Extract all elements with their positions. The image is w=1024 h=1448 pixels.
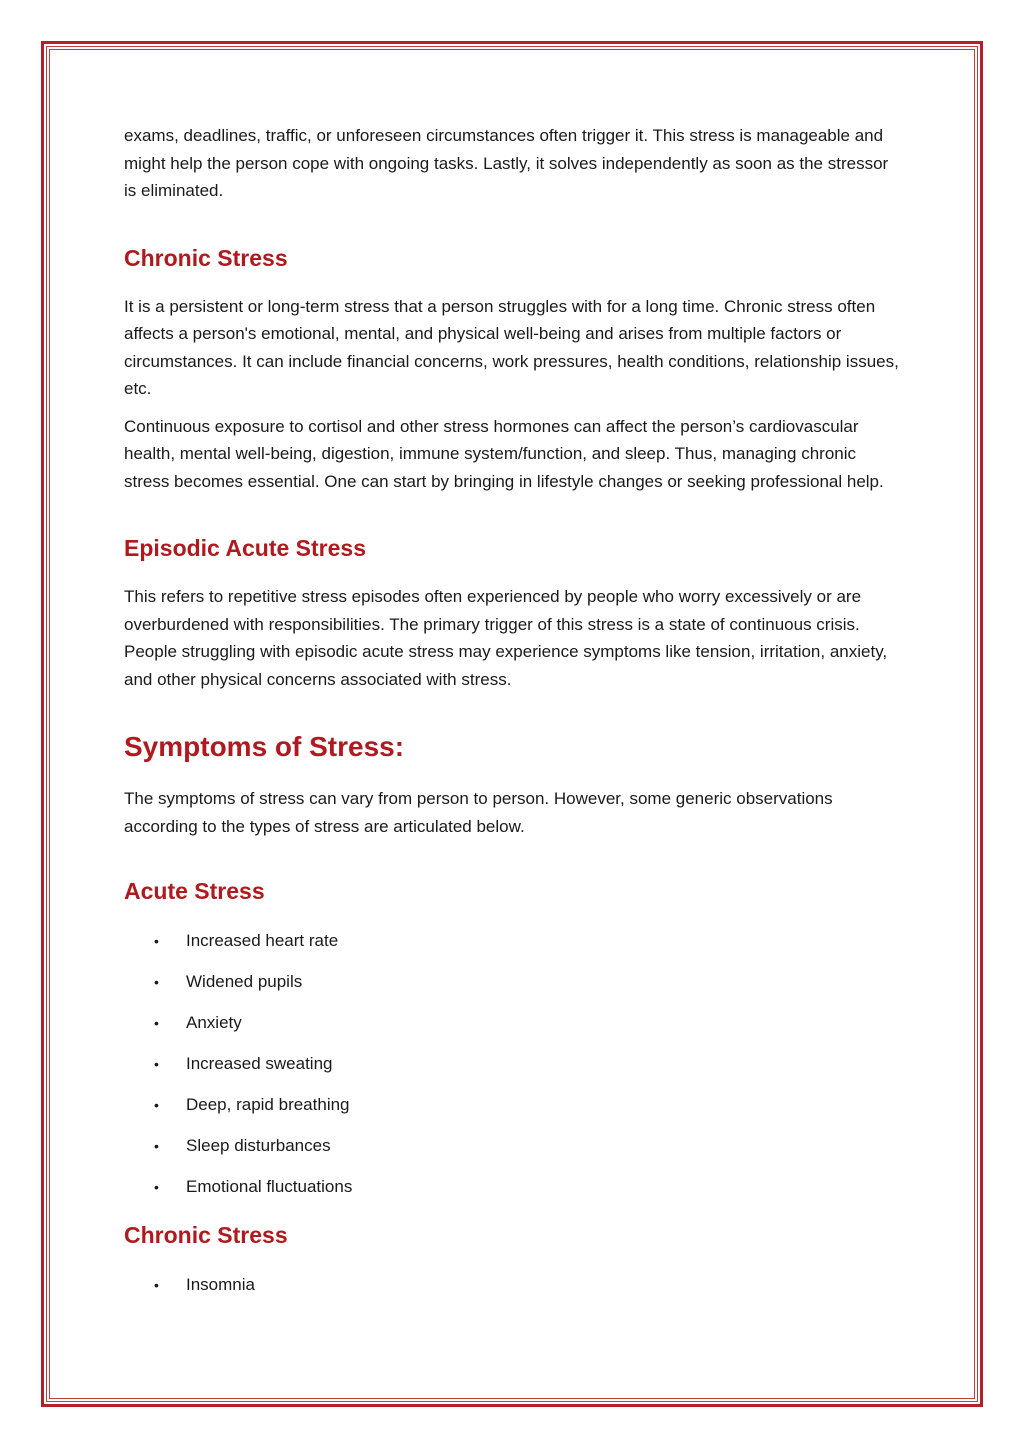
episodic-acute-stress-heading: Episodic Acute Stress — [124, 535, 367, 561]
list-item — [124, 1175, 904, 1199]
list-item-text: Emotional fluctuations — [186, 1177, 353, 1196]
list-item-text: Increased sweating — [186, 1054, 333, 1073]
chronic-stress-paragraph-1: It is a persistent or long-term stress that a person struggles with for a long time. Chronic stress often affects a person's emotional, mental, and physical well-being and arises from multiple factors or circumstances. It can include financial concerns, work pressures, health conditions, relationship issues, etc. — [124, 296, 899, 398]
intro-paragraph: exams, deadlines, traffic, or unforeseen circumstances often trigger it. This stress is manageable and might help the person cope with ongoing tasks. Lastly, it solves independently as soon as the stressor is eliminated. — [124, 126, 889, 200]
bullet-icon: • — [154, 933, 159, 949]
chronic-stress-heading: Chronic Stress — [124, 244, 288, 271]
list-item — [124, 1134, 904, 1158]
symptoms-of-stress-heading: Symptoms of Stress: — [124, 731, 405, 762]
chronic-stress-paragraph-2: Continuous exposure to cortisol and other stress hormones can affect the person’s cardiovascular health, mental well-being, digestion, immune system/function, and sleep. Thus, managing chronic stress becomes essential. One can start by bringing in lifestyle changes or seeking professional help. — [124, 416, 884, 491]
bullet-icon: • — [154, 1097, 159, 1113]
bullet-icon: • — [154, 1056, 159, 1072]
acute-stress-symptom-list — [124, 929, 904, 1199]
bullet-icon: • — [154, 1138, 159, 1154]
list-item-text: Anxiety — [186, 1013, 242, 1032]
list-item — [124, 1093, 904, 1117]
symptoms-intro-paragraph: The symptoms of stress can vary from person to person. However, some generic observations according to the types of stress are articulated below. — [124, 789, 833, 836]
list-item-text: Sleep disturbances — [186, 1136, 331, 1155]
bullet-icon: • — [154, 974, 159, 990]
list-item — [124, 929, 904, 953]
list-item — [124, 970, 904, 994]
bullet-icon: • — [154, 1277, 159, 1293]
list-item — [124, 1052, 904, 1076]
acute-stress-symptoms-heading: Acute Stress — [124, 878, 265, 904]
list-item — [124, 1273, 904, 1297]
list-item-text: Insomnia — [186, 1275, 255, 1294]
chronic-stress-symptoms-heading: Chronic Stress — [124, 1222, 288, 1248]
bullet-icon: • — [154, 1179, 159, 1195]
list-item — [124, 1011, 904, 1035]
list-item-text: Deep, rapid breathing — [186, 1095, 350, 1114]
episodic-acute-stress-paragraph: This refers to repetitive stress episodes often experienced by people who worry excessively or are overburdened with responsibilities. The primary trigger of this stress is a state of continuous crisis. People struggling with episodic acute stress may experience symptoms like tension, irritation, anxiety, and other physical concerns associated with stress. — [124, 587, 888, 689]
bullet-icon: • — [154, 1015, 159, 1031]
page-content — [124, 122, 904, 1314]
chronic-stress-symptom-list — [124, 1273, 904, 1297]
list-item-text: Widened pupils — [186, 972, 303, 991]
list-item-text: Increased heart rate — [186, 931, 339, 950]
